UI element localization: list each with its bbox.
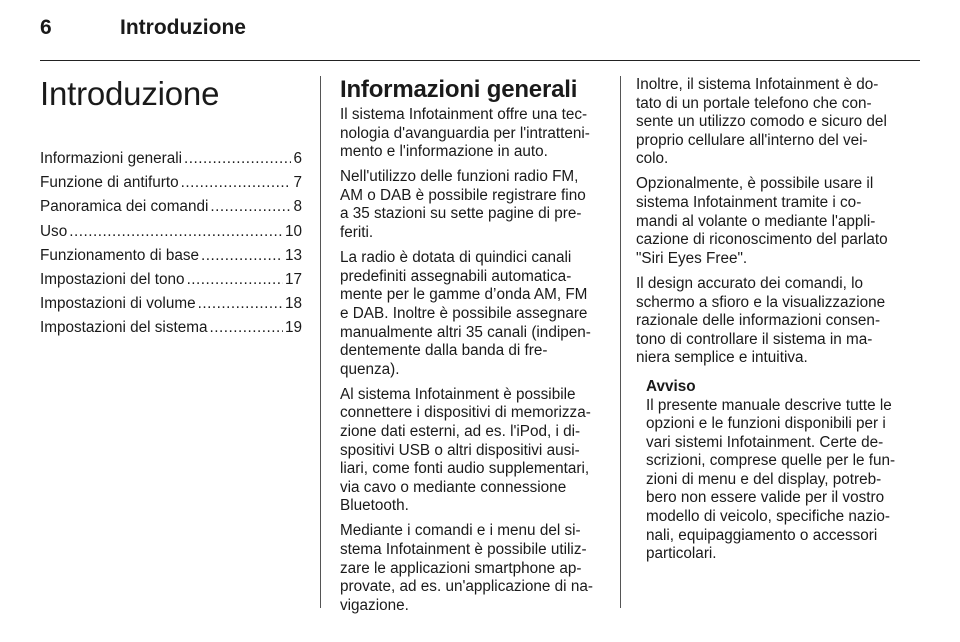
- toc-entry-page: 6: [293, 150, 302, 167]
- toc-leader-dots: [187, 268, 283, 292]
- toc-leader-dots: [181, 171, 292, 195]
- toc-entry-label: Funzione di antifurto: [40, 174, 179, 192]
- body-paragraph: Nell'utilizzo delle funzioni radio FM, AM o DAB è possibile registrare fino a 35 stazioni su sette pagine di pre- feriti.: [340, 168, 586, 242]
- page-header: [40, 16, 920, 50]
- body-paragraph: Opzionalmente, è possibile usare il sistema Infotainment tramite i co- mandi al volante o mediante l'appli- cazione di riconoscimento del parlato "Siri Eyes Free".: [636, 175, 888, 267]
- toc-entry-page: 13: [284, 246, 302, 264]
- section-title: Informazioni generali: [340, 76, 578, 103]
- toc-entry[interactable]: [40, 220, 302, 244]
- note-text: Il presente manuale descrive tutte le opzioni e le funzioni disponibili per i vari sistemi Infotainment. Certe de- scrizioni, comprese quelle per le fun- zioni di menu e del display, potreb- bero non essere valide per il vostro modello di veicolo, specifiche nazio- nali, equipaggiamento o accessori particolari.: [646, 396, 896, 563]
- toc-entry[interactable]: [40, 147, 302, 171]
- body-column-3: [636, 76, 904, 564]
- body-column-2: [340, 76, 606, 622]
- body-paragraph: La radio è dotata di quindici canali predefiniti assegnabili automatica- mente per le gamme d’onda AM, FM e DAB. Inoltre è possibile assegnare manualmente altri 35 canali (indipen- dentemente dalla banda di fre- quenza).: [340, 249, 591, 378]
- running-title: Introduzione: [120, 16, 246, 39]
- toc-entry-page: 18: [284, 295, 302, 313]
- toc-leader-dots: [184, 147, 291, 171]
- toc-entry-page: 10: [284, 222, 302, 240]
- toc-leader-dots: [210, 195, 291, 219]
- column-divider: [620, 76, 621, 608]
- toc-entry-page: 7: [293, 174, 302, 192]
- toc-leader-dots: [201, 244, 283, 268]
- toc-entry-page: 17: [284, 271, 302, 289]
- toc-entry-label: Uso: [40, 222, 68, 240]
- toc-entry[interactable]: [40, 195, 302, 219]
- body-paragraph: Mediante i comandi e i menu del si- stema Infotainment è possibile utiliz- zare le applicazioni smartphone ap- provate, ad es. un'applicazione di na- vigazione.: [340, 522, 593, 614]
- toc-entry-label: Impostazioni di volume: [40, 295, 196, 313]
- toc-entry-label: Funzionamento di base: [40, 246, 200, 264]
- toc-entry-label: Panoramica dei comandi: [40, 198, 209, 216]
- toc-entry-page: 19: [284, 319, 302, 337]
- body-paragraph: Il design accurato dei comandi, lo schermo a sfioro e la visualizzazione razionale delle informazioni consen- tono di controllare il sistema in ma- niera semplice e intuitiva.: [636, 274, 886, 367]
- toc-entry[interactable]: [40, 244, 302, 268]
- note-title: Avviso: [646, 377, 696, 395]
- column-divider: [320, 76, 321, 608]
- toc-entry-label: Impostazioni del tono: [40, 271, 185, 289]
- toc-leader-dots: [210, 316, 283, 340]
- note-box: [646, 378, 904, 564]
- toc-entry[interactable]: [40, 268, 302, 292]
- body-paragraph: Il sistema Infotainment offre una tec- nologia d'avanguardia per l'intratteni- mento e l'informazione in auto.: [340, 106, 590, 161]
- chapter-title: Introduzione: [40, 75, 220, 112]
- page-number: 6: [40, 16, 52, 39]
- table-of-contents: [40, 147, 302, 341]
- toc-leader-dots: [198, 292, 283, 316]
- toc-column: [40, 74, 302, 341]
- header-rule: [40, 60, 920, 61]
- toc-entry-label: Impostazioni del sistema: [40, 319, 208, 337]
- toc-entry-label: Informazioni generali: [40, 150, 182, 167]
- toc-entry[interactable]: [40, 171, 302, 195]
- toc-entry-page: 8: [293, 198, 302, 216]
- body-paragraph: Al sistema Infotainment è possibile connettere i dispositivi di memorizza- zione dati esterni, ad es. l'iPod, i di- spositivi USB o altri dispositivi ausi- liari, come fonti audio supplementari, via cavo o mediante connessione Bluetooth.: [340, 385, 591, 515]
- toc-leader-dots: [69, 220, 283, 244]
- body-paragraph: Inoltre, il sistema Infotainment è do- tato di un portale telefono che con- sente un utilizzo comodo e sicuro del proprio cellulare all'interno del vei- colo.: [636, 76, 887, 168]
- toc-entry[interactable]: [40, 316, 302, 340]
- toc-entry[interactable]: [40, 292, 302, 316]
